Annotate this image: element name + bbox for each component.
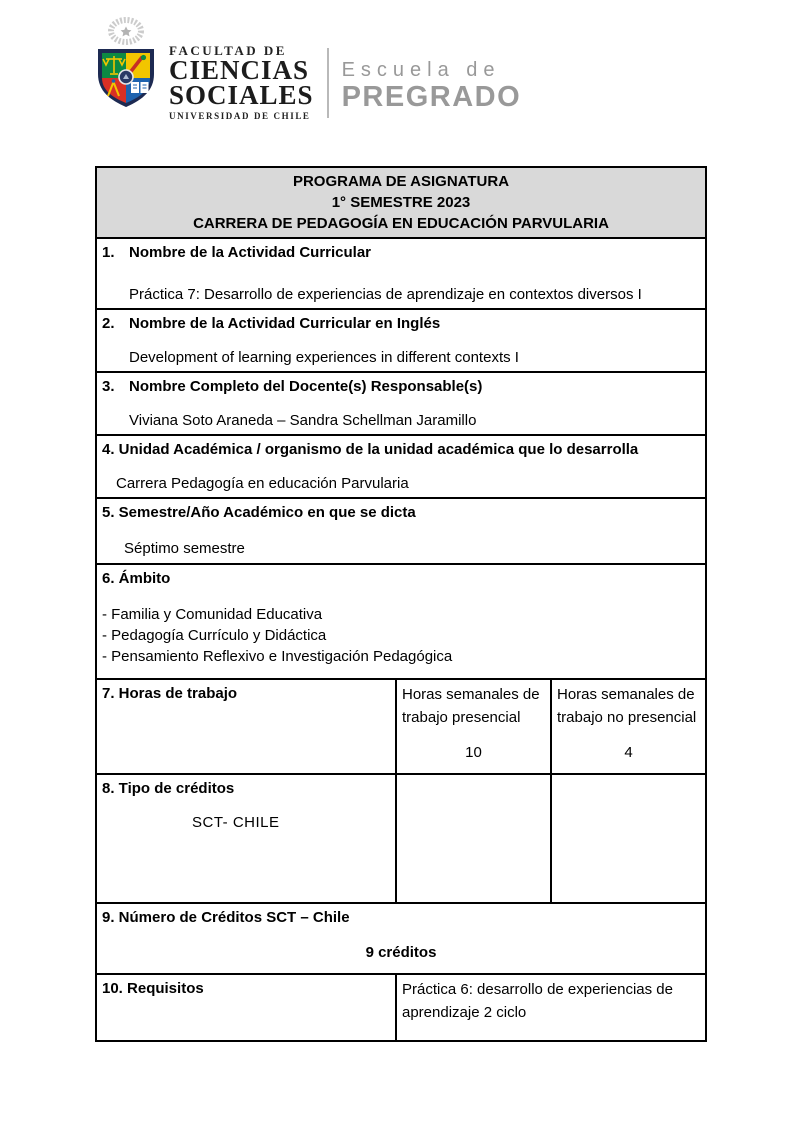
row-5-semestre (96, 498, 706, 564)
hours-no-presencial-header: Horas semanales de trabajo no presencial (557, 686, 697, 726)
faculty-name-line1: CIENCIAS (169, 54, 310, 85)
row-3-docentes (96, 372, 706, 435)
school-wordmark (342, 58, 522, 112)
row-2-nombre-ingles (96, 309, 706, 372)
row-10-value-cell (396, 974, 706, 1041)
ambito-item-2: - Pedagogía Currículo y Didáctica (102, 627, 327, 644)
row-8-label: 8. Tipo de créditos (102, 780, 235, 797)
header-line-2: 1° SEMESTRE 2023 (331, 194, 471, 211)
row-5-label: 5. Semestre/Año Académico en que se dicta (102, 504, 416, 521)
row-6-ambito (96, 564, 706, 679)
laurel-wreath-icon (111, 20, 141, 42)
brand-divider (327, 48, 329, 118)
row-7-label-cell (96, 679, 396, 774)
table-header-row (96, 167, 706, 238)
institution-header (95, 14, 521, 122)
hours-no-presencial-value: 4 (624, 744, 633, 761)
school-prefix: Escuela de (341, 59, 501, 81)
hours-presencial-value: 10 (465, 744, 482, 761)
faculty-name-line2: SOCIALES (169, 79, 314, 110)
row-3-value: Viviana Soto Araneda – Sandra Schellman Jaramillo (129, 412, 477, 429)
row-9-label: 9. Número de Créditos SCT – Chile (102, 909, 350, 926)
row-9-value: 9 créditos (365, 944, 437, 961)
row-7-horas-trabajo (96, 679, 706, 774)
row-10-label-cell (96, 974, 396, 1041)
ambito-item-3: - Pensamiento Reflexivo e Investigación Pedagógica (102, 648, 453, 665)
row-10-label: 10. Requisitos (102, 980, 204, 997)
row-3-label: 3. Nombre Completo del Docente(s) Responsable(s) (102, 378, 483, 395)
row-1-nombre-actividad (96, 238, 706, 309)
row-10-value: Práctica 6: desarrollo de experiencias de aprendizaje 2 ciclo (402, 981, 673, 1021)
header-line-1: PROGRAMA DE ASIGNATURA (292, 173, 510, 190)
table-header-cell (96, 167, 706, 238)
row-8-empty-cell-2 (551, 774, 706, 903)
program-table (95, 166, 707, 1042)
school-name: PREGRADO (341, 81, 522, 113)
row-7-no-presencial-cell (551, 679, 706, 774)
row-1-value: Práctica 7: Desarrollo de experiencias de aprendizaje en contextos diversos I (129, 286, 642, 303)
ambito-item-1: - Familia y Comunidad Educativa (102, 606, 323, 623)
row-10-requisitos (96, 974, 706, 1041)
faculty-wordmark (169, 43, 314, 122)
shield-icon (98, 49, 154, 107)
row-8-label-cell (96, 774, 396, 903)
faculty-top-line: FACULTAD DE (169, 42, 287, 58)
row-4-value: Carrera Pedagogía en educación Parvularia (116, 475, 409, 492)
ambito-list (102, 604, 700, 667)
hours-presencial-header: Horas semanales de trabajo presencial (402, 686, 540, 726)
row-9-numero-creditos (96, 903, 706, 974)
row-2-value: Development of learning experiences in different contexts I (129, 349, 519, 366)
row-1-label: 1. Nombre de la Actividad Curricular (102, 244, 372, 261)
row-4-label: 4. Unidad Académica / organismo de la unidad académica que lo desarrolla (102, 441, 639, 458)
row-8-tipo-creditos (96, 774, 706, 903)
university-shield-icon (95, 16, 159, 120)
row-2-label: 2. Nombre de la Actividad Curricular en Inglés (102, 315, 441, 332)
row-8-empty-cell-1 (396, 774, 551, 903)
university-coat-of-arms (95, 16, 159, 120)
university-name: UNIVERSIDAD DE CHILE (169, 110, 311, 121)
row-7-presencial-cell (396, 679, 551, 774)
header-line-3: CARRERA DE PEDAGOGÍA EN EDUCACIÓN PARVULARIA (193, 215, 609, 232)
row-6-label: 6. Ámbito (102, 570, 171, 587)
row-5-value: Séptimo semestre (124, 540, 245, 557)
row-8-value: SCT- CHILE (192, 814, 280, 831)
row-4-unidad-academica (96, 435, 706, 498)
row-7-label: 7. Horas de trabajo (102, 685, 238, 702)
